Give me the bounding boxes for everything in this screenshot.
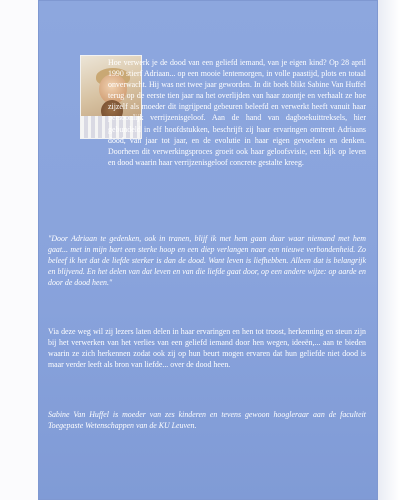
purpose-paragraph: Via deze weg wil zij lezers laten delen in haar ervaringen en hen tot troost, herkenning en steun zijn bij het verwerken van het verlies van een geliefd iemand door hen wegen, ideeën,... aan te bieden waarin ze zich herkennen zodat ook zij op hun beurt mogen ervaren dat hun geliefde niet dood is maar verder leeft als bron van liefde... over de dood heen. — [48, 327, 366, 370]
author-bio: Sabine Van Huffel is moeder van zes kinderen en tevens gewoon hoogleraar aan de faculteit Toegepaste Wetenschappen van de KU Leuven. — [48, 410, 366, 431]
quote-paragraph: "Door Adriaan te gedenken, ook in tranen, blijf ik met hem gaan daar waar niemand met hem gaat... met in mijn hart een sterke hoop en een diep verlangen naar een nieuwe verbondenheid. Zo beleef ik het dat de liefde sterker is dan de dood. Want leven is liefhebben. Alleen dat is belangrijk en blijvend. En het delen van dat leven en van die liefde gaat door, op een andere wijze: op aarde en door de dood heen." — [48, 234, 366, 288]
intro-paragraph: Hoe verwerk je de dood van een geliefd iemand, van je eigen kind? Op 28 april 1990 stierf Adriaan... op een mooie lentemorgen, in volle paastijd, plots en totaal onverwacht. Hij was net twee jaar geworden. In dit boek blikt Sabine Van Huffel terug op de eerste tien jaar na het overlijden van haar zoontje en verhaalt ze hoe zijzelf als moeder dit ingrijpend gebeuren beleefd en verwerkt heeft vanuit haar persoonlijk verrijzenisgeloof. Aan de hand van dagboekuittreksels, hier gebundeld in elf hoofdstukken, beschrijft zij haar ervaringen omtrent Adriaans dood, van jaar tot jaar, en de evolutie in haar eigen gevoelens en denken. Doorheen dit verwerkingsproces groeit ook haar geloofsvisie, een kijk op leven en dood waarin haar verrijzenisgeloof concrete gestalte kreeg. — [108, 58, 366, 167]
page-edge — [378, 0, 400, 500]
